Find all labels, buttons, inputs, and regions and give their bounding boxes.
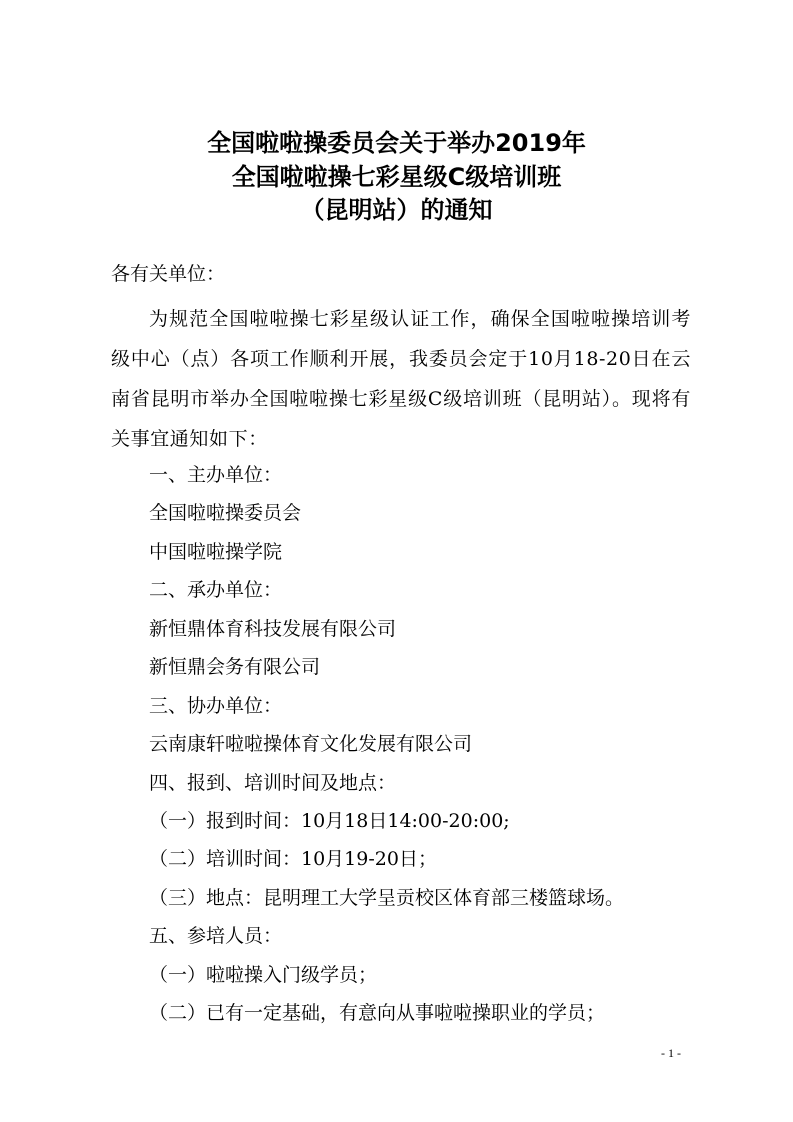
participants-item-1: （一）啦啦操入门级学员； (149, 964, 378, 986)
organizer-item-2: 中国啦啦操学院 (149, 541, 283, 563)
time-place-item-3: （三）地点：昆明理工大学呈贡校区体育部三楼篮球场。 (149, 887, 625, 909)
undertaker-heading: 二、承办单位： (149, 579, 283, 601)
time-place-item-1: （一）报到时间：10月18日14:00-20:00; (149, 810, 510, 832)
intro-paragraph: 为规范全国啦啦操七彩星级认证工作，确保全国啦啦操培训考级中心（点）各项工作顺利开展，我委员会定于10月18-20日在云南省昆明市举办全国啦啦操七彩星级C级培训班（昆明站）。现将有关事宜通知如下： (111, 308, 691, 450)
participants-heading: 五、参培人员： (149, 925, 283, 947)
organizer-heading: 一、主办单位： (149, 464, 283, 486)
undertaker-item-1: 新恒鼎体育科技发展有限公司 (149, 618, 397, 640)
page-number: - 1 - (661, 1046, 681, 1060)
document-title-line-2: 全国啦啦操七彩星级C级培训班 (231, 163, 562, 191)
salutation: 各有关单位： (111, 263, 226, 285)
time-place-item-2: （二）培训时间：10月19-20日； (149, 848, 437, 870)
co-organizer-item-1: 云南康轩啦啦操体育文化发展有限公司 (149, 733, 473, 755)
participants-item-2: （二）已有一定基础，有意向从事啦啦操职业的学员； (149, 1002, 606, 1024)
co-organizer-heading: 三、协办单位： (149, 695, 283, 717)
organizer-item-1: 全国啦啦操委员会 (149, 502, 302, 524)
document-title-line-3: （昆明站）的通知 (300, 196, 493, 224)
time-place-heading: 四、报到、培训时间及地点： (149, 772, 397, 794)
undertaker-item-2: 新恒鼎会务有限公司 (149, 656, 321, 678)
document-title-line-1: 全国啦啦操委员会关于举办2019年 (207, 129, 586, 157)
